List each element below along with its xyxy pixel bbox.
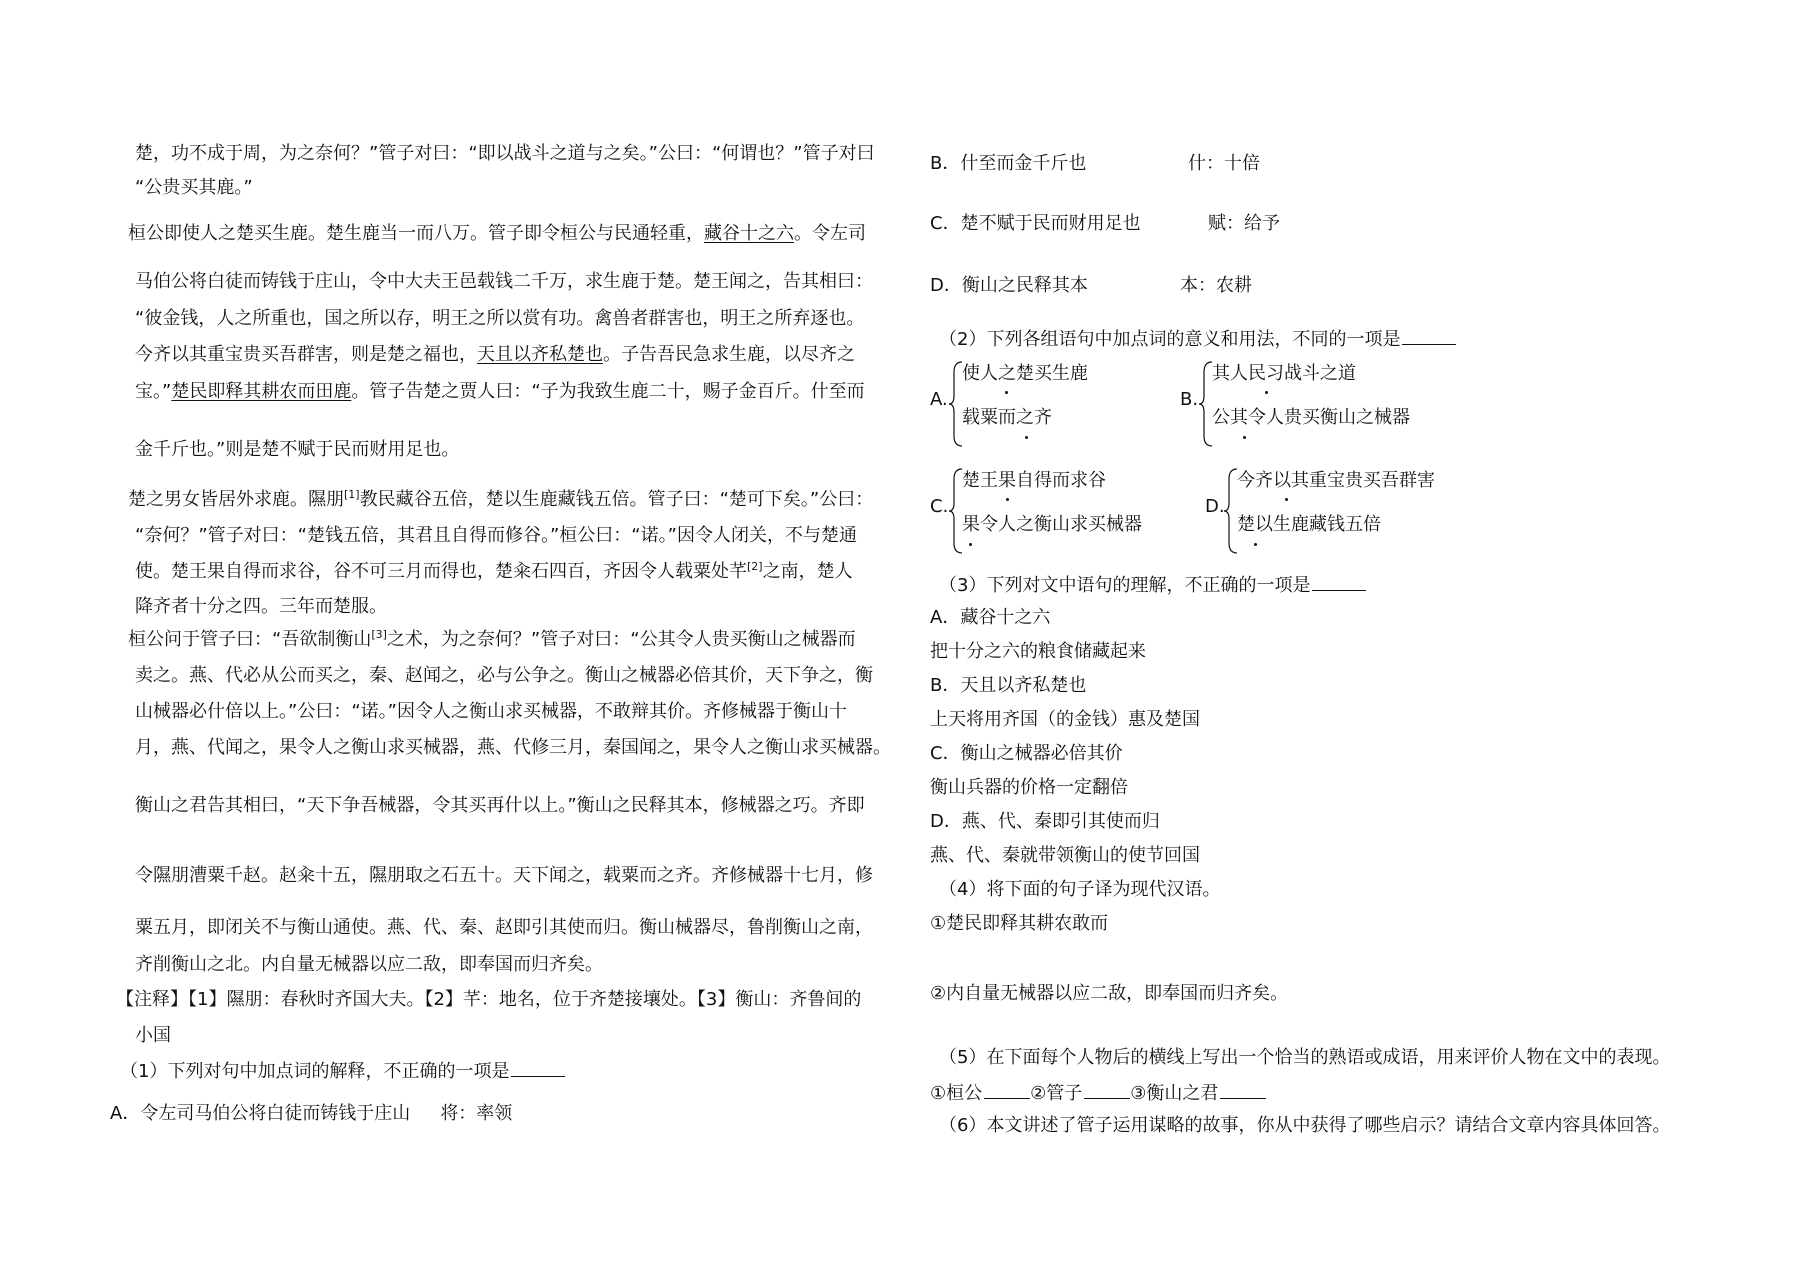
passage-line: 宝。”楚民即释其耕农而田鹿。管子告楚之贾人曰：“子为我致生鹿二十，赐子金百斤。什至而 bbox=[135, 381, 865, 402]
q4-sentence-1: ①楚民即释其耕农敢而 bbox=[930, 913, 1109, 934]
q1-option-b-gloss: 什：十倍 bbox=[1188, 153, 1260, 174]
q1-option-a: A．令左司马伯公将白徒而铸钱于庄山 将：率领 bbox=[110, 1103, 513, 1124]
passage-line: 月，燕、代闻之，果令人之衡山求买械器，燕、代修三月，秦国闻之，果令人之衡山求买械器。 bbox=[135, 737, 891, 758]
footnote-ref: [3] bbox=[371, 628, 387, 641]
q2-a-line1: 使人之楚买生鹿 bbox=[962, 363, 1088, 384]
notes-line: 小国 bbox=[135, 1025, 171, 1046]
answer-blank[interactable] bbox=[511, 1058, 565, 1077]
footnote-ref: [1] bbox=[344, 488, 360, 501]
passage-line: 令隰朋漕粟千赵。赵籴十五，隰朋取之石五十。天下闻之，载粟而之齐。齐修械器十七月，修 bbox=[135, 865, 873, 886]
q1-option-d-gloss: 本：农耕 bbox=[1180, 275, 1252, 296]
passage-line: 桓公即使人之楚买生鹿。楚生鹿当一而八万。管子即令桓公与民通轻重，藏谷十之六。令左司 bbox=[128, 223, 866, 244]
passage-line: 粟五月，即闭关不与衡山通使。燕、代、秦、赵即引其使而归。衡山械器尽，鲁削衡山之南， bbox=[135, 917, 873, 938]
passage-line: 金千斤也。”则是楚不赋于民而财用足也。 bbox=[135, 439, 460, 460]
q3-option-d-explanation: 燕、代、秦就带领衡山的使节回国 bbox=[930, 845, 1200, 866]
emphasis-dot bbox=[1243, 436, 1246, 439]
emphasis-dot bbox=[1285, 498, 1288, 501]
notes-line: 【注释】【1】隰朋：春秋时齐国大夫。【2】芊：地名，位于齐楚接壤处。【3】衡山：齐鲁间的 bbox=[116, 989, 862, 1010]
passage-line: 衡山之君告其相曰，“天下争吾械器，令其买再什以上。”衡山之民释其本，修械器之巧。齐即 bbox=[135, 795, 865, 816]
emphasis-dot bbox=[969, 543, 972, 546]
q3-option-b-explanation: 上天将用齐国（的金钱）惠及楚国 bbox=[930, 709, 1200, 730]
passage-line: “彼金钱，人之所重也，国之所以存，明王之所以赏有功。禽兽者群害也，明王之所弃逐也。 bbox=[135, 308, 865, 329]
underlined-phrase: 天且以齐私楚也 bbox=[477, 344, 603, 365]
emphasis-dot bbox=[1025, 436, 1028, 439]
passage-line: “奈何？”管子对曰：“楚钱五倍，其君且自得而修谷。”桓公曰：“诺。”因令人闭关，不与楚通 bbox=[135, 525, 857, 546]
emphasis-dot bbox=[1005, 391, 1008, 394]
q2-option-a-label: A. bbox=[930, 389, 948, 410]
emphasis-dot bbox=[1254, 543, 1257, 546]
q4-sentence-2: ②内自量无械器以应二敌，即奉国而归齐矣。 bbox=[930, 983, 1289, 1004]
q3-option-a-explanation: 把十分之六的粮食储藏起来 bbox=[930, 641, 1146, 662]
q2-option-d-label: D. bbox=[1205, 496, 1225, 517]
passage-line: 山械器必什倍以上。”公曰：“诺。”因令人之衡山求买械器，不敢辩其价。齐修械器于衡山十 bbox=[135, 701, 847, 722]
passage-line: “公贵买其鹿。” bbox=[135, 177, 253, 198]
q2-c-line1: 楚王果自得而求谷 bbox=[962, 470, 1106, 491]
emphasis-dot bbox=[1265, 391, 1268, 394]
passage-line: 楚之男女皆居外求鹿。隰朋[1]教民藏谷五倍，楚以生鹿藏钱五倍。管子曰：“楚可下矣。”公曰： bbox=[128, 488, 874, 510]
answer-blank[interactable] bbox=[1220, 1080, 1266, 1099]
q3-option-d: D．燕、代、秦即引其使而归 bbox=[930, 811, 1160, 832]
q3-option-c-explanation: 衡山兵器的价格一定翻倍 bbox=[930, 777, 1128, 798]
passage-line: 齐削衡山之北。内自量无械器以应二敌，即奉国而归齐矣。 bbox=[135, 954, 603, 975]
passage-line: 马伯公将白徒而铸钱于庄山，令中大夫王邑载钱二千万，求生鹿于楚。楚王闻之，告其相曰： bbox=[135, 271, 873, 292]
question-2-stem: （2）下列各组语句中加点词的意义和用法，不同的一项是 bbox=[939, 326, 1456, 352]
q1-option-c: C．楚不赋于民而财用足也 bbox=[930, 213, 1141, 234]
question-6-stem: （6）本文讲述了管子运用谋略的故事，你从中获得了哪些启示？请结合文章内容具体回答。 bbox=[939, 1115, 1671, 1136]
passage-line: 卖之。燕、代必从公而买之，秦、赵闻之，必与公争之。衡山之械器必倍其价，天下争之，衡 bbox=[135, 665, 873, 686]
q2-option-b-label: B. bbox=[1180, 389, 1199, 410]
answer-blank[interactable] bbox=[1402, 326, 1456, 345]
question-4-stem: （4）将下面的句子译为现代汉语。 bbox=[939, 879, 1221, 900]
q2-c-line2: 果令人之衡山求买械器 bbox=[962, 514, 1142, 535]
q3-option-c: C．衡山之械器必倍其价 bbox=[930, 743, 1123, 764]
q3-option-b: B．天且以齐私楚也 bbox=[930, 675, 1087, 696]
passage-line: 楚，功不成于周，为之奈何？”管子对曰：“即以战斗之道与之矣。”公曰：“何谓也？”管子对曰 bbox=[135, 143, 875, 164]
passage-line: 使。楚王果自得而求谷，谷不可三月而得也，楚籴石四百，齐因令人载粟处芊[2]之南，楚人 bbox=[135, 560, 853, 582]
question-1-stem: （1）下列对句中加点词的解释，不正确的一项是 bbox=[120, 1058, 565, 1084]
answer-blank[interactable] bbox=[984, 1080, 1030, 1099]
q1-option-c-gloss: 赋：给予 bbox=[1208, 213, 1280, 234]
q3-option-a: A．藏谷十之六 bbox=[930, 607, 1051, 628]
underlined-phrase: 藏谷十之六 bbox=[704, 223, 794, 244]
answer-blank[interactable] bbox=[1312, 572, 1366, 591]
passage-line: 降齐者十分之四。三年而楚服。 bbox=[135, 596, 387, 617]
q2-d-line2: 楚以生鹿藏钱五倍 bbox=[1237, 514, 1381, 535]
underlined-phrase: 楚民即释其耕农而田鹿 bbox=[171, 381, 352, 402]
footnote-ref: [2] bbox=[747, 560, 763, 573]
q1-option-b: B．什至而金千斤也 bbox=[930, 153, 1087, 174]
passage-line: 今齐以其重宝贵买吾群害，则是楚之福也，天且以齐私楚也。子告吾民急求生鹿，以尽齐之 bbox=[135, 344, 855, 365]
q2-d-line1: 今齐以其重宝贵买吾群害 bbox=[1237, 470, 1435, 491]
q2-option-c-label: C. bbox=[930, 496, 949, 517]
question-3-stem: （3）下列对文中语句的理解，不正确的一项是 bbox=[939, 572, 1366, 598]
answer-blank[interactable] bbox=[1084, 1080, 1130, 1099]
q1-option-d: D．衡山之民释其本 bbox=[930, 275, 1088, 296]
q2-b-line1: 其人民习战斗之道 bbox=[1212, 363, 1356, 384]
question-5-stem: （5）在下面每个人物后的横线上写出一个恰当的熟语或成语，用来评价人物在文中的表现。 bbox=[939, 1047, 1671, 1068]
q5-answers: ①桓公 ②管子 ③衡山之君 bbox=[930, 1080, 1266, 1106]
q2-b-line2: 公其令人贵买衡山之械器 bbox=[1212, 407, 1410, 428]
q2-a-line2: 载粟而之齐 bbox=[962, 407, 1052, 428]
emphasis-dot bbox=[1006, 498, 1009, 501]
passage-line: 桓公问于管子曰：“吾欲制衡山[3]之术，为之奈何？”管子对曰：“公其令人贵买衡山之械器而 bbox=[128, 628, 856, 650]
